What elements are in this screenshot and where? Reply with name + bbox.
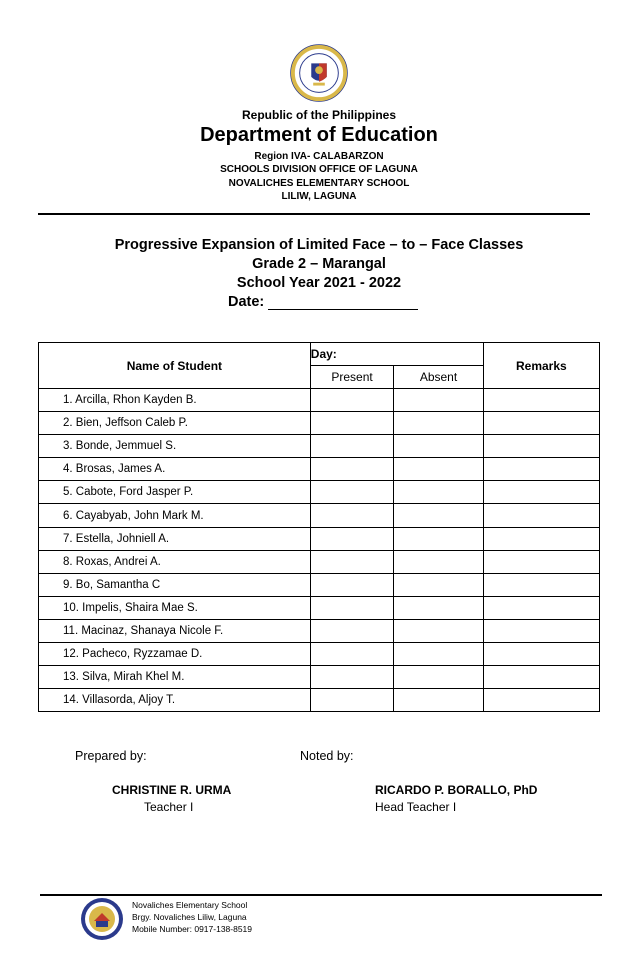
division-line: SCHOOLS DIVISION OFFICE OF LAGUNA (220, 164, 418, 175)
student-name-cell: 14. Villasorda, Aljoy T. (39, 689, 311, 712)
republic-heading: Republic of the Philippines (241, 108, 396, 122)
date-field (228, 294, 418, 310)
region-line: Region IVA- CALABARZON (254, 151, 384, 162)
present-cell (310, 550, 394, 573)
absent-cell (394, 619, 483, 642)
student-name-cell: 13. Silva, Mirah Khel M. (39, 666, 311, 689)
student-name-cell: 12. Pacheco, Ryzzamae D. (39, 643, 311, 666)
present-cell (310, 573, 394, 596)
table-row (39, 689, 600, 712)
absent-cell (394, 504, 483, 527)
present-cell (310, 666, 394, 689)
name-column-header: Name of Student (39, 343, 311, 389)
student-name-cell: 9. Bo, Samantha C (39, 573, 311, 596)
student-name-cell: 6. Cayabyab, John Mark M. (39, 504, 311, 527)
present-cell (310, 481, 394, 504)
remarks-cell (483, 527, 599, 550)
prepared-by-name: CHRISTINE R. URMA (112, 783, 232, 797)
present-cell (310, 619, 394, 642)
header-divider (38, 213, 590, 215)
student-name-cell: 8. Roxas, Andrei A. (39, 550, 311, 573)
department-heading: Department of Education (200, 124, 438, 146)
absent-cell (394, 481, 483, 504)
present-cell (310, 458, 394, 481)
absent-cell (394, 573, 483, 596)
present-cell (310, 435, 394, 458)
table-row (39, 389, 600, 412)
noted-by-position: Head Teacher I (375, 800, 457, 814)
school-seal-logo (80, 897, 124, 941)
absent-cell (394, 412, 483, 435)
table-row (39, 527, 600, 550)
present-cell (310, 643, 394, 666)
deped-seal-logo (290, 44, 348, 102)
remarks-cell (483, 504, 599, 527)
absent-cell (394, 550, 483, 573)
student-name-cell: 1. Arcilla, Rhon Kayden B. (39, 389, 311, 412)
date-label: Date: (228, 294, 265, 310)
absent-column-header: Absent (394, 366, 483, 389)
table-row (39, 596, 600, 619)
remarks-column-header: Remarks (483, 343, 599, 389)
absent-cell (394, 527, 483, 550)
table-row (39, 458, 600, 481)
prepared-by-position: Teacher I (144, 800, 194, 814)
program-title: Progressive Expansion of Limited Face – to – Face Classes (114, 237, 524, 253)
noted-by-label: Noted by: (300, 749, 354, 763)
table-row (39, 412, 600, 435)
student-name-cell: 11. Macinaz, Shanaya Nicole F. (39, 619, 311, 642)
remarks-cell (483, 689, 599, 712)
student-name-cell: 3. Bonde, Jemmuel S. (39, 435, 311, 458)
absent-cell (394, 666, 483, 689)
footer-mobile: Mobile Number: 0917-138-8519 (132, 924, 253, 934)
absent-cell (394, 596, 483, 619)
present-cell (310, 504, 394, 527)
present-cell (310, 389, 394, 412)
table-row (39, 619, 600, 642)
student-name-cell: 5. Cabote, Ford Jasper P. (39, 481, 311, 504)
date-blank (268, 295, 418, 310)
remarks-cell (483, 643, 599, 666)
noted-by-name: RICARDO P. BORALLO, PhD (375, 783, 538, 797)
school-line: NOVALICHES ELEMENTARY SCHOOL (228, 178, 410, 189)
present-cell (310, 596, 394, 619)
student-name-cell: 2. Bien, Jeffson Caleb P. (39, 412, 311, 435)
location-line: LILIW, LAGUNA (281, 191, 357, 202)
table-row (39, 504, 600, 527)
table-row (39, 573, 600, 596)
remarks-cell (483, 573, 599, 596)
absent-cell (394, 458, 483, 481)
remarks-cell (483, 550, 599, 573)
absent-cell (394, 389, 483, 412)
school-year-title: School Year 2021 - 2022 (236, 275, 402, 291)
table-row (39, 550, 600, 573)
present-cell (310, 689, 394, 712)
remarks-cell (483, 458, 599, 481)
grade-title: Grade 2 – Marangal (252, 256, 386, 272)
footer-address: Brgy. Novaliches Liliw, Laguna (132, 912, 247, 922)
absent-cell (394, 689, 483, 712)
remarks-cell (483, 481, 599, 504)
absent-cell (394, 435, 483, 458)
remarks-cell (483, 619, 599, 642)
day-column-header: Day: (310, 343, 483, 366)
present-cell (310, 412, 394, 435)
remarks-cell (483, 666, 599, 689)
table-row (39, 481, 600, 504)
remarks-cell (483, 389, 599, 412)
footer-contact (132, 899, 252, 935)
attendance-table (38, 342, 600, 712)
footer-school-name: Novaliches Elementary School (132, 900, 248, 910)
remarks-cell (483, 412, 599, 435)
present-cell (310, 527, 394, 550)
remarks-cell (483, 596, 599, 619)
table-row (39, 643, 600, 666)
student-name-cell: 4. Brosas, James A. (39, 458, 311, 481)
present-column-header: Present (310, 366, 394, 389)
student-name-cell: 7. Estella, Johniell A. (39, 527, 311, 550)
student-name-cell: 10. Impelis, Shaira Mae S. (39, 596, 311, 619)
table-row (39, 666, 600, 689)
absent-cell (394, 643, 483, 666)
table-row (39, 435, 600, 458)
footer-divider (40, 894, 602, 896)
remarks-cell (483, 435, 599, 458)
prepared-by-label: Prepared by: (75, 749, 147, 763)
